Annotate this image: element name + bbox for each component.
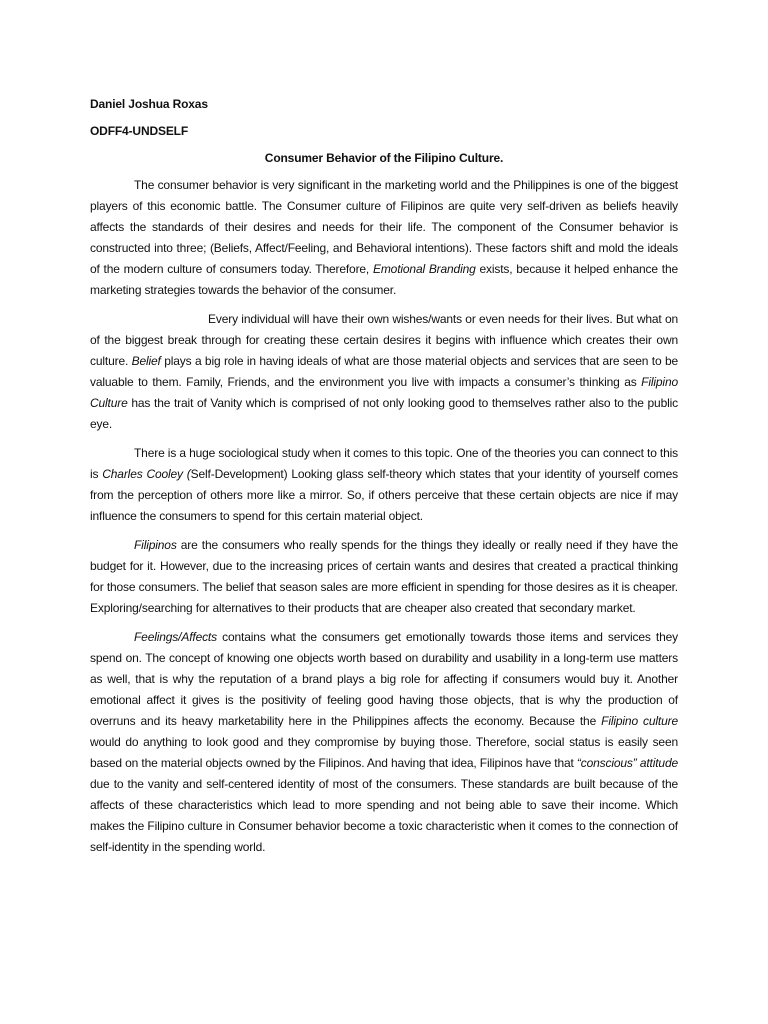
emphasis-text: Feelings/Affects [134,630,217,644]
course-code: ODFF4-UNDSELF [90,124,189,138]
emphasis-text: Charles Cooley ( [102,467,191,481]
paragraph-3 [90,443,678,527]
emphasis-text: Filipino culture [601,714,678,728]
paragraph-text: exists, because it helped enhance the marketing strategies towards the behavior of the consumer. [90,262,678,297]
paragraph-text: Self-Development) Looking glass self-theory which states that your identity of yourself comes from the perception of others more like a mirror. So, if others perceive that these certain objects are nice if may influence the consumers to spend for this certain material object. [90,467,678,523]
paragraph-5 [90,627,678,858]
paragraph-text: due to the vanity and self-centered identity of most of the consumers. These standards are built because of the affects of these characteristics which lead to more spending and not being able to save their income. Which makes the Filipino culture in Consumer behavior become a toxic characteristic when it comes to the connection of self-identity in the spending world. [90,777,678,854]
paragraph-text: plays a big role in having ideals of what are those material objects and services that are seen to be valuable to them. Family, Friends, and the environment you live with impacts a consumer’s thinking as [90,354,678,389]
paragraph-text: There is a huge sociological study when it comes to this topic. One of the theories you can connect to this is [90,446,678,481]
emphasis-text: Belief [131,354,161,368]
paragraph-text: contains what the consumers get emotionally towards those items and services they spend on. The concept of knowing one objects worth based on durability and usability in a long-term use matters as well, that is why the reputation of a brand plays a big role for affecting if consumers would buy it. Another emotional affect it gives is the positivity of feeling good having those objects, that is why the production of overruns and its heavy marketability here in the Philippines affects the economy. Because the [90,630,678,728]
paragraph-text: has the trait of Vanity which is comprised of not only looking good to themselves rather also to the public eye. [90,396,678,431]
paragraph-text: would do anything to look good and they compromise by buying those. Therefore, social status is easily seen based on the material objects owned by the Filipinos. And having that idea, Filipinos have that [90,735,678,770]
paragraph-1 [90,175,678,301]
paragraph-text: Every individual will have their own wishes/wants or even needs for their lives. But what on of the biggest break through for creating these certain desires it begins with influence which creates their own culture. [90,312,678,368]
document-title: Consumer Behavior of the Filipino Culture. [264,151,504,165]
document-page [90,94,678,866]
author-name: Daniel Joshua Roxas [90,97,208,111]
paragraph-2 [90,309,678,435]
paragraph-text: The consumer behavior is very significant in the marketing world and the Philippines is one of the biggest players of this economic battle. The Consumer culture of Filipinos are quite very self-driven as beliefs heavily affects the standards of their desires and needs for their life. The component of the Consumer behavior is constructed into three; (Beliefs, Affect/Feeling, and Behavioral intentions). These factors shift and mold the ideals of the modern culture of consumers today. Therefore, [90,178,678,276]
emphasis-text: “conscious” attitude [576,756,678,770]
paragraph-4 [90,535,678,619]
emphasis-text: Emotional Branding [372,262,476,276]
emphasis-text: Filipino Culture [90,375,678,410]
emphasis-text: Filipinos [134,538,177,552]
paragraph-text: are the consumers who really spends for the things they ideally or really need if they have the budget for it. However, due to the increasing prices of certain wants and desires that created a practical thinking for those consumers. The belief that season sales are more efficient in spending for those desires as it is cheaper. Exploring/searching for alternatives to their products that are cheaper also created that secondary market. [90,538,678,615]
